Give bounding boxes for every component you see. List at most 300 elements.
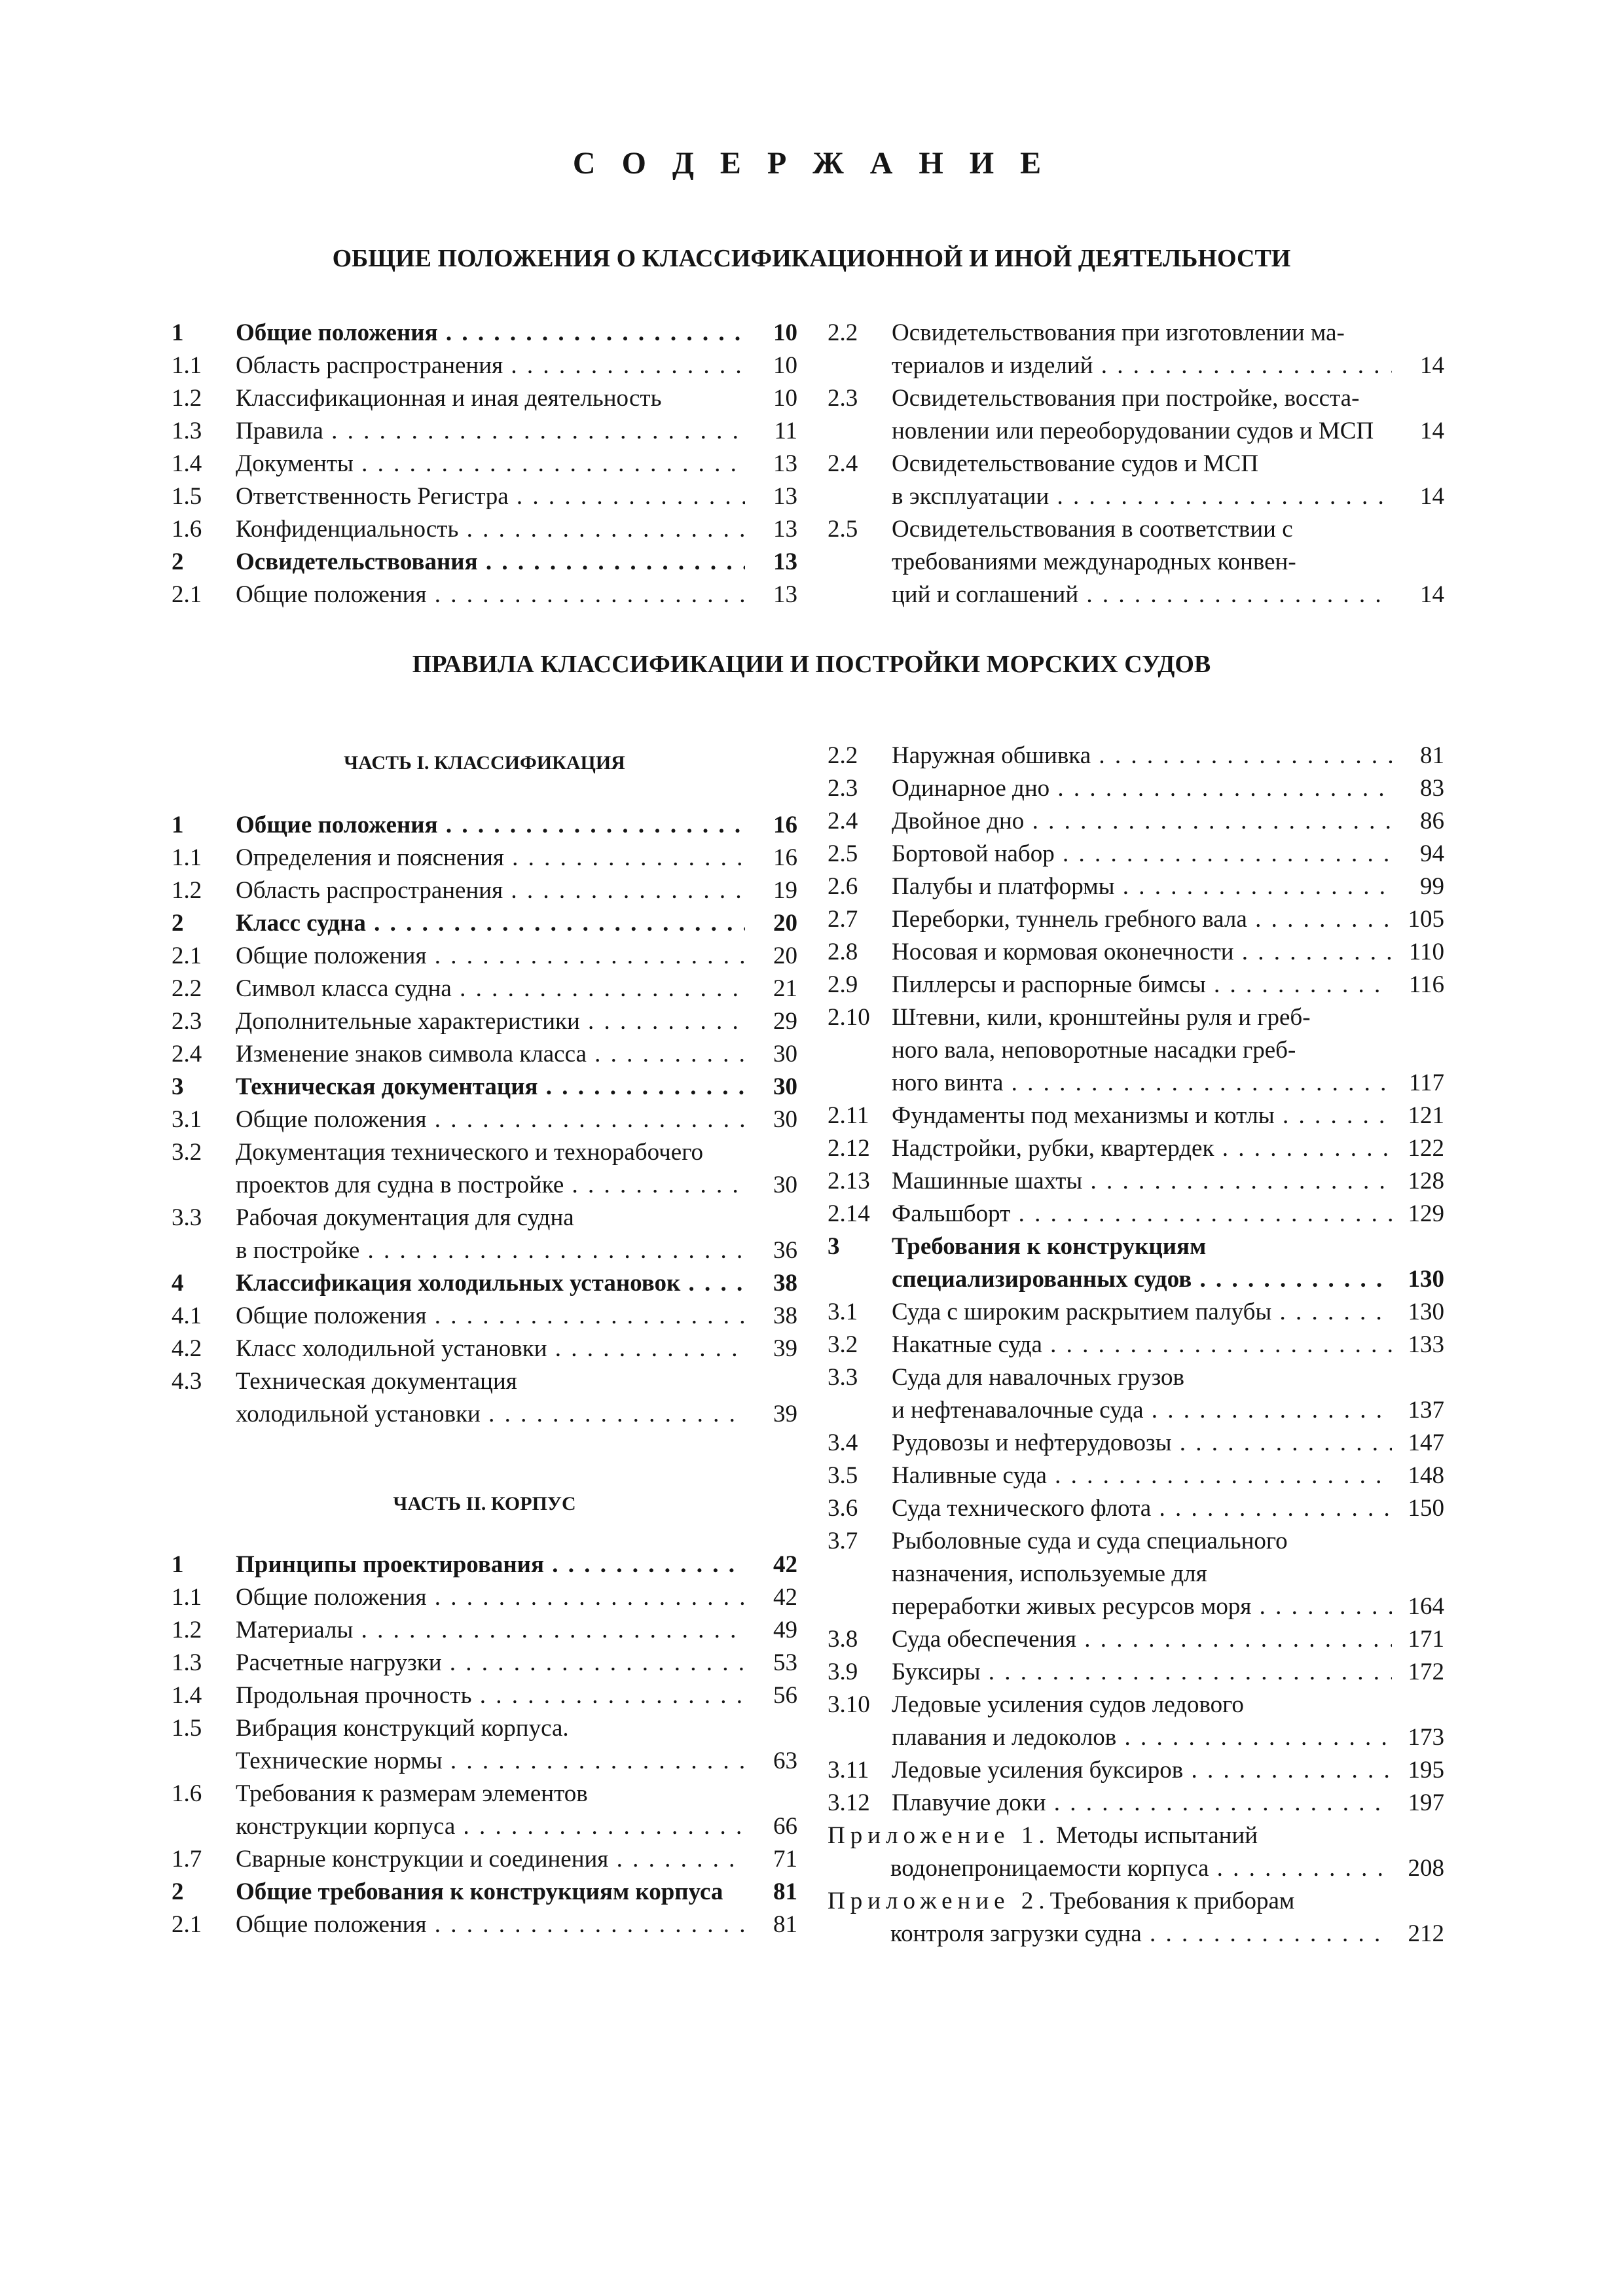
toc-page-number: 105 — [1408, 906, 1444, 933]
toc-entry-line: Класс судна . . . — [236, 907, 745, 940]
toc-entry — [828, 1656, 1444, 1689]
toc-page-number: 121 — [1408, 1102, 1444, 1129]
toc-entry-number: 2.11 — [828, 1102, 869, 1129]
toc-entry-line: холодильной установки . . . — [236, 1398, 745, 1431]
toc-entry-line: Бортовой набор . . . — [892, 838, 1392, 870]
toc-entry-text — [892, 317, 1392, 382]
toc-page-number: 172 — [1408, 1659, 1444, 1685]
toc-entry-number: 1.7 — [172, 1846, 202, 1873]
toc-entry-number: 2.6 — [828, 873, 858, 900]
toc-entry-line: Требования к размерам элементов — [236, 1780, 588, 1807]
appendix-title: Методы испытаний — [1049, 1822, 1258, 1849]
toc-page-number: 148 — [1408, 1462, 1444, 1489]
toc-entry-number: 2.2 — [828, 319, 858, 346]
toc-page-number: 21 — [773, 975, 797, 1002]
toc-entry-text — [892, 1100, 1392, 1132]
toc-entry — [828, 1001, 1444, 1100]
toc-entry-text — [236, 513, 745, 546]
toc-entry-text — [236, 1038, 745, 1071]
toc-general-right — [828, 317, 1444, 611]
toc-entry-number: 3.3 — [828, 1364, 858, 1391]
toc-entry-text — [236, 382, 745, 415]
toc-entry-text — [892, 1230, 1392, 1296]
toc-entry-number: 3 — [172, 1073, 184, 1100]
toc-page-number: 164 — [1408, 1593, 1444, 1620]
toc-entry-line: Суда технического флота . . . — [892, 1492, 1392, 1525]
toc-entry — [172, 1071, 797, 1103]
toc-entry-line: териалов и изделий . . . — [892, 350, 1392, 382]
toc-entry-number: 1.6 — [172, 1780, 202, 1807]
toc-entry — [828, 1754, 1444, 1787]
toc-page-number: 30 — [773, 1041, 797, 1067]
toc-entry — [828, 838, 1444, 870]
toc-entry-line: Пиллерсы и распорные бимсы . . . — [892, 969, 1392, 1001]
toc-entry — [172, 382, 797, 415]
toc-entry-line: Общие положения . . . — [236, 1300, 745, 1333]
toc-entry-line: новлении или переоборудовании судов и МСП — [892, 418, 1374, 444]
toc-entry-text — [892, 805, 1392, 838]
toc-entry-text — [892, 1001, 1392, 1100]
toc-entry-line: Сварные конструкции и соединения . . . — [236, 1843, 745, 1876]
toc-entry — [828, 740, 1444, 772]
toc-page-number: 63 — [773, 1748, 797, 1774]
toc-entry-text — [236, 1300, 745, 1333]
toc-entry-text — [892, 1132, 1392, 1165]
toc-entry-line: Носовая и кормовая оконечности . . . — [892, 936, 1392, 969]
toc-entry-text — [236, 1581, 745, 1614]
toc-entry-number: 1.2 — [172, 877, 202, 904]
toc-entry-line: Ответственность Регистра . . . — [236, 480, 745, 513]
toc-entry-text — [892, 1198, 1392, 1230]
toc-page-number: 66 — [773, 1813, 797, 1840]
toc-entry-number: 2 — [172, 1878, 184, 1905]
toc-entry-text — [892, 903, 1392, 936]
toc-entry — [172, 448, 797, 480]
toc-entry — [828, 1689, 1444, 1754]
toc-entry — [172, 1778, 797, 1843]
toc-entry-line: проектов для судна в постройке . . . — [236, 1169, 745, 1202]
toc-entry-text — [236, 1071, 745, 1103]
toc-entry-number: 3.6 — [828, 1495, 858, 1522]
toc-entry-line: Машинные шахты . . . — [892, 1165, 1392, 1198]
toc-page-number: 128 — [1408, 1168, 1444, 1194]
appendix-title: Требования к приборам — [1049, 1888, 1295, 1914]
toc-entry-line: Общие положения . . . — [236, 940, 745, 973]
toc-entry-number: 3 — [828, 1233, 840, 1260]
toc-entry-text — [236, 1909, 745, 1941]
toc-entry — [172, 1005, 797, 1038]
toc-entry-text — [236, 1778, 745, 1843]
toc-page-number: 20 — [773, 910, 797, 937]
toc-entry — [172, 1581, 797, 1614]
appendix-label: Приложение 1. — [828, 1822, 1050, 1849]
toc-page-number: 38 — [773, 1270, 797, 1297]
toc-entry — [172, 579, 797, 611]
toc-page-number: 116 — [1408, 971, 1444, 998]
toc-page-number: 14 — [1420, 483, 1444, 510]
toc-entry — [828, 772, 1444, 805]
toc-page-number: 16 — [773, 812, 797, 838]
toc-entry — [172, 1038, 797, 1071]
toc-entry-number: 3.9 — [828, 1659, 858, 1685]
toc-entry-line: Рабочая документация для судна — [236, 1204, 574, 1231]
toc-entry-number: 2.1 — [172, 581, 202, 608]
toc-entry-text — [236, 1365, 745, 1431]
toc-page-number: 38 — [773, 1302, 797, 1329]
toc-entry — [828, 1296, 1444, 1329]
toc-page-number: 29 — [773, 1008, 797, 1035]
toc-entry — [172, 513, 797, 546]
toc-page-number: 10 — [773, 352, 797, 379]
toc-entry-text — [828, 1820, 1392, 1885]
toc-entry — [828, 903, 1444, 936]
toc-entry-number: 2 — [172, 910, 184, 937]
toc-entry-text — [892, 870, 1392, 903]
toc-entry-number: 2.1 — [172, 1911, 202, 1938]
toc-entry — [172, 546, 797, 579]
toc-entry-line: Палубы и платформы . . . — [892, 870, 1392, 903]
toc-entry-line: Рыболовные суда и суда специального — [892, 1528, 1288, 1554]
toc-entry-text — [236, 842, 745, 874]
toc-entry-line: Технические нормы . . . — [236, 1745, 745, 1778]
toc-entry-text — [892, 772, 1392, 805]
toc-entry-line: Продольная прочность . . . — [236, 1679, 745, 1712]
toc-entry-number: 2.8 — [828, 939, 858, 965]
toc-entry-line — [828, 1820, 1392, 1852]
toc-entry — [172, 1876, 797, 1909]
toc-entry-text — [828, 1885, 1392, 1950]
toc-entry-line: Конфиденциальность . . . — [236, 513, 745, 546]
toc-page-number: 10 — [773, 319, 797, 346]
toc-entry-text — [236, 1876, 745, 1909]
toc-entry-number: 4.1 — [172, 1302, 202, 1329]
toc-page-number: 99 — [1420, 873, 1444, 900]
toc-entry-text — [892, 1361, 1392, 1427]
toc-entry — [828, 1198, 1444, 1230]
toc-entry-line: плавания и ледоколов . . . — [892, 1721, 1392, 1754]
toc-appendix — [828, 1820, 1444, 1885]
toc-entry-line: Изменение знаков символа класса . . . — [236, 1038, 745, 1071]
toc-entry-text — [236, 1103, 745, 1136]
toc-entry-number: 2.4 — [828, 808, 858, 834]
toc-entry-text — [892, 448, 1392, 513]
toc-entry-number: 2.2 — [828, 742, 858, 769]
toc-entry-line: Техническая документация . . . — [236, 1071, 745, 1103]
toc-page-number: 14 — [1420, 581, 1444, 608]
toc-entry — [828, 1361, 1444, 1427]
toc-entry-number: 1.1 — [172, 844, 202, 871]
toc-entry-text — [236, 809, 745, 842]
toc-entry-line: Освидетельствования при изготовлении ма- — [892, 319, 1345, 346]
toc-entry-number: 1.3 — [172, 1649, 202, 1676]
toc-page-number: 16 — [773, 844, 797, 871]
toc-entry-text — [892, 513, 1392, 611]
toc-entry — [828, 936, 1444, 969]
toc-entry-line: ций и соглашений . . . — [892, 579, 1392, 611]
toc-page-number: 110 — [1408, 939, 1444, 965]
toc-entry-number: 1.1 — [172, 352, 202, 379]
toc-entry-line: Накатные суда . . . — [892, 1329, 1392, 1361]
toc-entry — [172, 1136, 797, 1202]
toc-entry-number: 2 — [172, 548, 184, 575]
toc-entry-line: Штевни, кили, кронштейны руля и греб- — [892, 1004, 1311, 1031]
toc-entry — [172, 350, 797, 382]
toc-page-number: 137 — [1408, 1397, 1444, 1424]
toc-entry-number: 1.4 — [172, 450, 202, 477]
toc-entry-line: в эксплуатации . . . — [892, 480, 1392, 513]
toc-entry-line: Освидетельствования при постройке, восста- — [892, 385, 1360, 412]
toc-entry-line: Наружная обшивка . . . — [892, 740, 1392, 772]
toc-entry-line: Классификация холодильных установок . . . — [236, 1267, 745, 1300]
toc-entry-line: Наливные суда . . . — [892, 1460, 1392, 1492]
toc-entry — [172, 842, 797, 874]
toc-entry-text — [236, 1614, 745, 1647]
toc-entry-line: Общие положения . . . — [236, 1103, 745, 1136]
toc-entry-number: 1 — [172, 1551, 184, 1578]
toc-entry-text — [236, 350, 745, 382]
toc-entry-text — [236, 1712, 745, 1778]
toc-page-number: 39 — [773, 1401, 797, 1427]
toc-entry-line: Общие положения . . . — [236, 317, 745, 350]
toc-entry — [828, 1100, 1444, 1132]
toc-entry — [172, 480, 797, 513]
toc-entry-text — [236, 1679, 745, 1712]
toc-entry-line: Правила . . . — [236, 415, 745, 448]
toc-entry-text — [236, 1647, 745, 1679]
toc-page-number: 150 — [1408, 1495, 1444, 1522]
toc-entry — [828, 513, 1444, 611]
toc-entry-number: 4.2 — [172, 1335, 202, 1362]
toc-entry-line: переработки живых ресурсов моря . . . — [892, 1590, 1392, 1623]
toc-entry-number: 3.1 — [172, 1106, 202, 1133]
toc-entry-number: 3.5 — [828, 1462, 858, 1489]
toc-entry-text — [892, 1656, 1392, 1689]
toc-entry-number: 2.3 — [828, 775, 858, 802]
toc-page-number: 56 — [773, 1682, 797, 1709]
toc-entry-number: 4 — [172, 1270, 184, 1297]
toc-page-number: 122 — [1408, 1135, 1444, 1162]
toc-entry-line: Вибрация конструкций корпуса. — [236, 1715, 569, 1742]
toc-entry — [172, 1614, 797, 1647]
toc-part-2-right — [828, 740, 1444, 1820]
toc-entry-text — [236, 415, 745, 448]
section-heading-general: ОБЩИЕ ПОЛОЖЕНИЯ О КЛАССИФИКАЦИОННОЙ И ИНОЙ ДЕЯТЕЛЬНОСТИ — [332, 245, 1291, 272]
toc-entry-line: Одинарное дно . . . — [892, 772, 1392, 805]
toc-entry-line: Двойное дно . . . — [892, 805, 1392, 838]
toc-entry-line: ного вала, неповоротные насадки греб- — [892, 1037, 1296, 1064]
toc-entry-text — [892, 969, 1392, 1001]
toc-entry-text — [236, 874, 745, 907]
toc-page-number: 49 — [773, 1617, 797, 1643]
toc-entry — [828, 805, 1444, 838]
toc-page-number: 195 — [1408, 1757, 1444, 1784]
toc-entry — [172, 1712, 797, 1778]
toc-entry-number: 2.4 — [828, 450, 858, 477]
toc-entry-text — [892, 1754, 1392, 1787]
toc-entry-number: 1.4 — [172, 1682, 202, 1709]
toc-entry-line: Символ класса судна . . . — [236, 973, 745, 1005]
toc-page-number: 212 — [1408, 1920, 1444, 1947]
toc-entry-number: 1.5 — [172, 483, 202, 510]
toc-appendix — [828, 1885, 1444, 1950]
toc-entry-number: 2.5 — [828, 516, 858, 543]
toc-entry-text — [892, 936, 1392, 969]
toc-entry — [172, 940, 797, 973]
toc-entry-number: 2.9 — [828, 971, 858, 998]
toc-entry-text — [892, 1492, 1392, 1525]
toc-entry-line: Общие положения . . . — [236, 809, 745, 842]
toc-entry-line: Документация технического и технорабочего — [236, 1139, 703, 1166]
toc-entry-number: 1.1 — [172, 1584, 202, 1611]
toc-entry-text — [236, 907, 745, 940]
toc-entry-number: 3.11 — [828, 1757, 869, 1784]
toc-page-number: 117 — [1408, 1069, 1444, 1096]
toc-entry-text — [236, 1843, 745, 1876]
toc-entry-number: 3.2 — [172, 1139, 202, 1166]
toc-entry-number: 3.7 — [828, 1528, 858, 1554]
toc-entry-text — [236, 973, 745, 1005]
toc-page-number: 30 — [773, 1106, 797, 1133]
toc-entry-text — [236, 1202, 745, 1267]
toc-entry-line: Класс холодильной установки . . . — [236, 1333, 745, 1365]
toc-entry — [172, 1647, 797, 1679]
toc-entry-text — [892, 382, 1392, 448]
toc-entry-number: 1.2 — [172, 1617, 202, 1643]
toc-entry-number: 2.4 — [172, 1041, 202, 1067]
toc-page-number: 208 — [1408, 1855, 1444, 1882]
toc-entry — [172, 1300, 797, 1333]
toc-page-number: 53 — [773, 1649, 797, 1676]
toc-page-number: 36 — [773, 1237, 797, 1264]
toc-entry-number: 3.4 — [828, 1429, 858, 1456]
toc-entry — [172, 1103, 797, 1136]
toc-entry-line: и нефтенавалочные суда . . . — [892, 1394, 1392, 1427]
toc-entry-text — [892, 1525, 1392, 1623]
toc-entry-line: Надстройки, рубки, квартердек . . . — [892, 1132, 1392, 1165]
toc-page-number: 71 — [773, 1846, 797, 1873]
toc-page-number: 94 — [1420, 840, 1444, 867]
toc-entry-line: специализированных судов . . . — [892, 1263, 1392, 1296]
toc-entry — [172, 874, 797, 907]
toc-entry-line: Классификационная и иная деятельность — [236, 385, 662, 412]
toc-entry-line — [828, 1885, 1392, 1918]
toc-page-number: 197 — [1408, 1789, 1444, 1816]
toc-entry-line: Освидетельствование судов и МСП — [892, 450, 1259, 477]
toc-entry — [828, 1427, 1444, 1460]
toc-entry-line: Рудовозы и нефтерудовозы . . . — [892, 1427, 1392, 1460]
toc-entry — [828, 1623, 1444, 1656]
toc-entry-text — [236, 940, 745, 973]
toc-page-number: 83 — [1420, 775, 1444, 802]
toc-general-left — [172, 317, 797, 611]
toc-entry-line: Суда с широким раскрытием палубы . . . — [892, 1296, 1392, 1329]
toc-entry-number: 1 — [172, 319, 184, 346]
toc-entry — [828, 870, 1444, 903]
toc-entry-text — [236, 448, 745, 480]
toc-page-number: 130 — [1408, 1266, 1444, 1293]
toc-entry-number: 4.3 — [172, 1368, 202, 1395]
toc-entry-text — [236, 317, 745, 350]
toc-entry-text — [892, 740, 1392, 772]
toc-entry-line: Буксиры . . . — [892, 1656, 1392, 1689]
toc-entry — [172, 1909, 797, 1941]
toc-entry-number: 2.5 — [828, 840, 858, 867]
toc-entry-text — [892, 1460, 1392, 1492]
toc-entry — [828, 1525, 1444, 1623]
toc-entry-number: 3.12 — [828, 1789, 870, 1816]
toc-entry-line: Фундаменты под механизмы и котлы . . . — [892, 1100, 1392, 1132]
toc-entry-line: конструкции корпуса . . . — [236, 1810, 745, 1843]
toc-page-number: 11 — [774, 418, 797, 444]
toc-entry-text — [892, 1689, 1392, 1754]
toc-entry — [172, 1202, 797, 1267]
toc-page-number: 147 — [1408, 1429, 1444, 1456]
toc-entry-text — [236, 480, 745, 513]
toc-entry-text — [892, 1165, 1392, 1198]
toc-entry — [172, 973, 797, 1005]
toc-entry-line: Суда обеспечения . . . — [892, 1623, 1392, 1656]
toc-page-number: 42 — [773, 1551, 797, 1578]
toc-appendices — [828, 1820, 1444, 1950]
toc-page-number: 42 — [773, 1584, 797, 1611]
toc-entry — [172, 1679, 797, 1712]
toc-entry — [172, 317, 797, 350]
toc-entry-line: Дополнительные характеристики . . . — [236, 1005, 745, 1038]
toc-entry-number: 2.14 — [828, 1200, 870, 1227]
toc-entry-number: 1.6 — [172, 516, 202, 543]
toc-entry-line: Суда для навалочных грузов — [892, 1364, 1185, 1391]
toc-page-number: 171 — [1408, 1626, 1444, 1653]
toc-page-number: 13 — [773, 548, 797, 575]
toc-entry — [172, 1365, 797, 1431]
toc-entry-number: 1 — [172, 812, 184, 838]
toc-entry — [172, 1549, 797, 1581]
toc-entry — [172, 809, 797, 842]
toc-entry-line: в постройке . . . — [236, 1234, 745, 1267]
toc-page-number: 81 — [773, 1911, 797, 1938]
toc-page-number: 13 — [773, 581, 797, 608]
toc-entry-text — [892, 838, 1392, 870]
toc-page-number: 130 — [1408, 1299, 1444, 1325]
appendix-label: Приложение 2. — [828, 1888, 1050, 1914]
toc-page-number: 10 — [773, 385, 797, 412]
toc-page-number: 14 — [1420, 418, 1444, 444]
toc-page-number: 86 — [1420, 808, 1444, 834]
toc-entry-line: водонепроницаемости корпуса . . . — [828, 1852, 1392, 1885]
toc-entry-text — [236, 1136, 745, 1202]
toc-entry-line: Ледовые усиления буксиров . . . — [892, 1754, 1392, 1787]
toc-entry — [828, 448, 1444, 513]
toc-entry-text — [236, 579, 745, 611]
toc-entry-line: Общие положения . . . — [236, 579, 745, 611]
toc-page-number: 129 — [1408, 1200, 1444, 1227]
toc-entry-number: 1.5 — [172, 1715, 202, 1742]
toc-entry-text — [236, 1005, 745, 1038]
toc-entry-number: 2.12 — [828, 1135, 870, 1162]
toc-entry-line: Документы . . . — [236, 448, 745, 480]
toc-entry-line: ного винта . . . — [892, 1067, 1392, 1100]
toc-entry-line: назначения, используемые для — [892, 1560, 1207, 1587]
toc-entry — [828, 1165, 1444, 1198]
toc-entry-number: 2.1 — [172, 942, 202, 969]
toc-entry-text — [236, 1333, 745, 1365]
toc-page-number: 13 — [773, 450, 797, 477]
toc-entry-text — [892, 1623, 1392, 1656]
toc-entry-line: Общие положения . . . — [236, 1909, 745, 1941]
toc-entry-text — [236, 1549, 745, 1581]
toc-page-number: 20 — [773, 942, 797, 969]
toc-entry — [828, 382, 1444, 448]
